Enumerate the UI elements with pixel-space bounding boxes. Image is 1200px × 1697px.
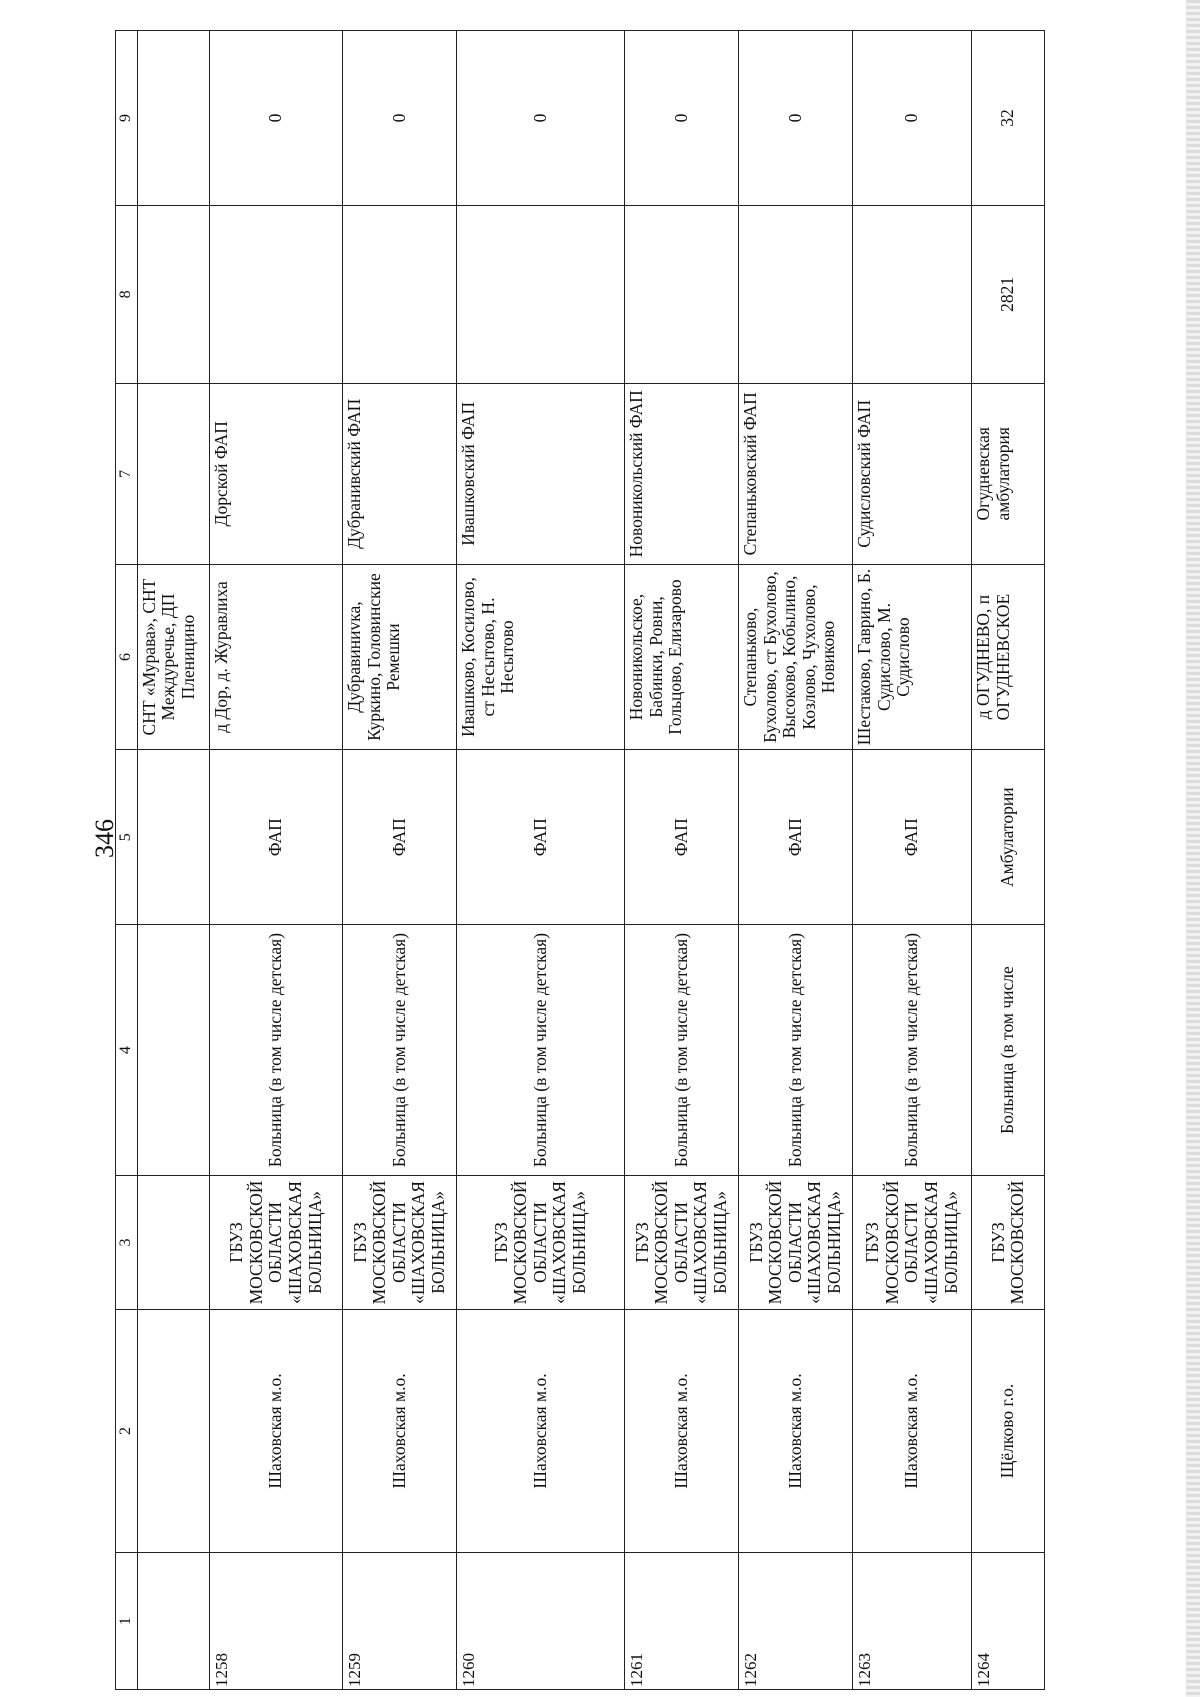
unit-type-cell: ФАП — [457, 750, 625, 925]
organization-cell: ГБУЗ МОСКОВСКОЙ ОБЛАСТИ «ШАХОВСКАЯ БОЛЬНИЦА» — [739, 1176, 853, 1310]
population-cell — [210, 205, 343, 383]
unit-name-cell: Ивашковский ФАП — [457, 383, 625, 564]
row-number-cell: 1261 — [625, 1553, 739, 1690]
rotated-table-container — [115, 30, 1045, 1690]
data-table — [115, 30, 1045, 1690]
count-cell: 0 — [343, 31, 457, 206]
organization-cell: ГБУЗ МОСКОВСКОЙ — [972, 1176, 1045, 1310]
municipality-cell: Шаховская м.о. — [853, 1309, 972, 1552]
settlements-cell: д Дор, д. Журавлиха — [210, 564, 343, 750]
column-header: 1 — [116, 1553, 138, 1690]
organization-cell — [137, 1176, 210, 1310]
municipality-cell — [137, 1309, 210, 1552]
municipality-cell: Шаховская м.о. — [457, 1309, 625, 1552]
settlements-cell: Ивашково, Косилово, ст Несытово, Н. Несытово — [457, 564, 625, 750]
facility-type-cell: Больница (в том числе детская) — [457, 925, 625, 1176]
scan-edge — [1186, 0, 1200, 1697]
unit-type-cell: ФАП — [853, 750, 972, 925]
population-cell: 2821 — [972, 205, 1045, 383]
count-cell — [137, 31, 210, 206]
header-row — [116, 31, 138, 1690]
page-number: 346 — [90, 819, 119, 858]
unit-name-cell: Степаньковский ФАП — [739, 383, 853, 564]
settlements-cell: д ОГУДНЕВО, п ОГУДНЕВСКОЕ — [972, 564, 1045, 750]
column-header: 6 — [116, 564, 138, 750]
population-cell — [625, 205, 739, 383]
column-header: 7 — [116, 383, 138, 564]
organization-cell: ГБУЗ МОСКОВСКОЙ ОБЛАСТИ «ШАХОВСКАЯ БОЛЬНИЦА» — [457, 1176, 625, 1310]
unit-type-cell: ФАП — [343, 750, 457, 925]
row-number-cell: 1264 — [972, 1553, 1045, 1690]
settlements-cell: Шестаково, Гаврино, Б. Судислово, М. Судислово — [853, 564, 972, 750]
column-header: 4 — [116, 925, 138, 1176]
row-number-cell: 1263 — [853, 1553, 972, 1690]
row-number-cell: 1258 — [210, 1553, 343, 1690]
population-cell — [457, 205, 625, 383]
column-header: 8 — [116, 205, 138, 383]
organization-cell: ГБУЗ МОСКОВСКОЙ ОБЛАСТИ «ШАХОВСКАЯ БОЛЬНИЦА» — [210, 1176, 343, 1310]
row-number-cell: 1260 — [457, 1553, 625, 1690]
organization-cell: ГБУЗ МОСКОВСКОЙ ОБЛАСТИ «ШАХОВСКАЯ БОЛЬНИЦА» — [343, 1176, 457, 1310]
count-cell: 0 — [625, 31, 739, 206]
municipality-cell: Шаховская м.о. — [739, 1309, 853, 1552]
table-row — [972, 31, 1045, 1690]
settlements-cell: Новоникольское, Бабинки, Ровни, Гольцово, Елизарово — [625, 564, 739, 750]
organization-cell: ГБУЗ МОСКОВСКОЙ ОБЛАСТИ «ШАХОВСКАЯ БОЛЬНИЦА» — [625, 1176, 739, 1310]
row-number-cell: 1262 — [739, 1553, 853, 1690]
facility-type-cell: Больница (в том числе детская) — [343, 925, 457, 1176]
settlements-cell: Дубравиниvка, Куркино, Головинские Ремешки — [343, 564, 457, 750]
row-number-cell — [137, 1553, 210, 1690]
table-row — [853, 31, 972, 1690]
unit-name-cell: Судисловский ФАП — [853, 383, 972, 564]
column-header: 9 — [116, 31, 138, 206]
table-row — [210, 31, 343, 1690]
organization-cell: ГБУЗ МОСКОВСКОЙ ОБЛАСТИ «ШАХОВСКАЯ БОЛЬНИЦА» — [853, 1176, 972, 1310]
unit-name-cell — [137, 383, 210, 564]
count-cell: 0 — [853, 31, 972, 206]
table-row — [137, 31, 210, 1690]
unit-type-cell — [137, 750, 210, 925]
facility-type-cell: Больница (в том числе детская) — [625, 925, 739, 1176]
table-row — [625, 31, 739, 1690]
facility-type-cell — [137, 925, 210, 1176]
table-row — [343, 31, 457, 1690]
unit-type-cell: ФАП — [210, 750, 343, 925]
facility-type-cell: Больница (в том числе детская) — [739, 925, 853, 1176]
settlements-cell: Степаньково, Бухолово, ст Бухолово, Высоково, Кобылино, Козлово, Чухолово, Новиково — [739, 564, 853, 750]
column-header: 3 — [116, 1176, 138, 1310]
municipality-cell: Шаховская м.о. — [625, 1309, 739, 1552]
population-cell — [137, 205, 210, 383]
table-row — [739, 31, 853, 1690]
row-number-cell: 1259 — [343, 1553, 457, 1690]
count-cell: 0 — [457, 31, 625, 206]
population-cell — [853, 205, 972, 383]
facility-type-cell: Больница (в том числе — [972, 925, 1045, 1176]
count-cell: 32 — [972, 31, 1045, 206]
settlements-cell: СНТ «Мурава», СНТ Междуречье, ДП Пленицино — [137, 564, 210, 750]
municipality-cell: Щёлково г.о. — [972, 1309, 1045, 1552]
table-row — [457, 31, 625, 1690]
population-cell — [739, 205, 853, 383]
municipality-cell: Шаховская м.о. — [343, 1309, 457, 1552]
unit-name-cell: Дорской ФАП — [210, 383, 343, 564]
column-header: 2 — [116, 1309, 138, 1552]
facility-type-cell: Больница (в том числе детская) — [210, 925, 343, 1176]
unit-type-cell: ФАП — [739, 750, 853, 925]
unit-name-cell: Дубранивский ФАП — [343, 383, 457, 564]
unit-name-cell: Огудневская амбулатория — [972, 383, 1045, 564]
unit-name-cell: Новоникольский ФАП — [625, 383, 739, 564]
unit-type-cell: Амбулатории — [972, 750, 1045, 925]
municipality-cell: Шаховская м.о. — [210, 1309, 343, 1552]
count-cell: 0 — [739, 31, 853, 206]
column-header: 5 — [116, 750, 138, 925]
facility-type-cell: Больница (в том числе детская) — [853, 925, 972, 1176]
count-cell: 0 — [210, 31, 343, 206]
population-cell — [343, 205, 457, 383]
unit-type-cell: ФАП — [625, 750, 739, 925]
